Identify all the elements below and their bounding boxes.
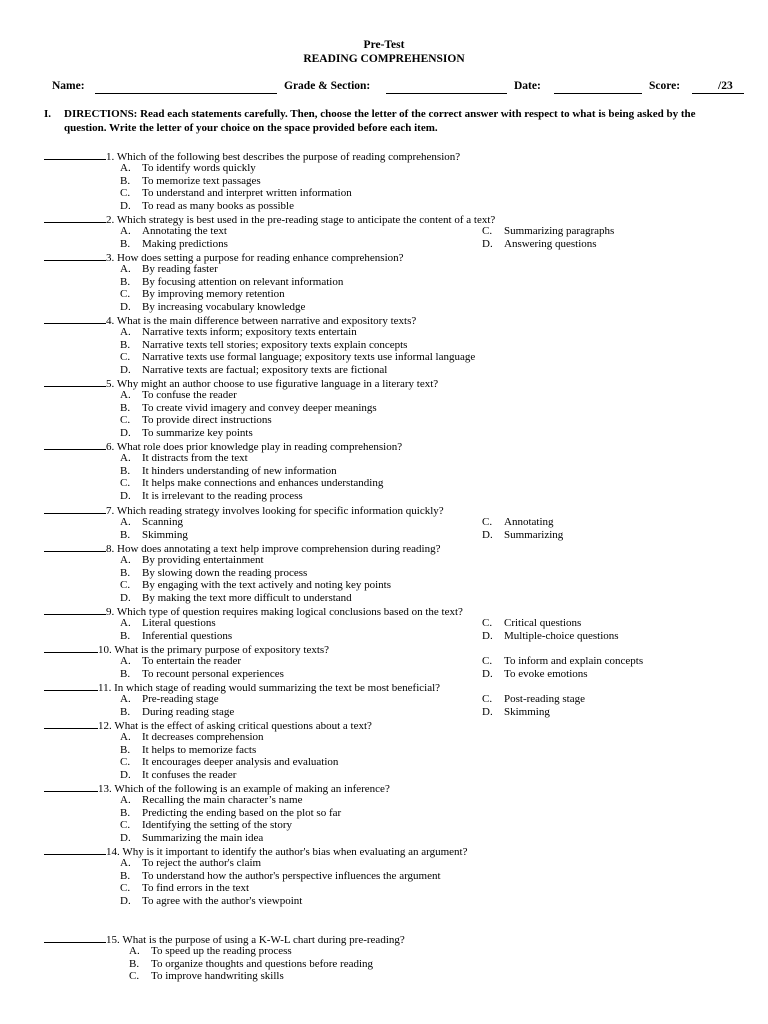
answer-option [120,617,216,630]
option-text: To organize thoughts and questions before reading [151,957,374,970]
answer-blank[interactable] [44,604,106,615]
answer-option [129,945,292,958]
option-text: Multiple-choice questions [504,629,619,642]
answer-option [120,756,338,769]
option-letter: A. [120,162,131,174]
answer-option [120,263,218,276]
date-field[interactable] [554,93,642,94]
option-letter: B. [120,629,131,642]
option-text: To understand how the author's perspective influences the argument [142,869,441,882]
answer-option [120,200,294,213]
answer-option [120,832,263,845]
answer-option [120,769,236,782]
question-text: What is the main difference between narrative and expository texts? [116,315,417,327]
option-text: It decreases comprehension [142,731,264,743]
answer-option [120,187,352,200]
option-text: Narrative texts use formal language; expository texts use informal language [142,351,476,364]
page-title: Pre-Test [363,39,405,51]
answer-blank[interactable] [44,541,106,552]
option-letter: D. [482,528,493,541]
option-text: Annotating the text [142,225,227,237]
answer-option [120,465,337,478]
option-text: Narrative texts tell stories; expository texts explain concepts [142,338,408,351]
answer-blank[interactable] [44,149,106,160]
question-number: 10. [98,644,115,656]
answer-option [120,427,253,440]
question-text: Which strategy is best used in the pre-reading stage to anticipate the content of a text? [116,214,496,226]
question-text: What is the primary purpose of expository texts? [114,644,330,656]
question-line [44,250,404,263]
answer-blank[interactable] [44,212,106,223]
question-number: 3. [106,252,117,264]
option-letter: A. [120,225,131,237]
option-letter: A. [120,326,131,338]
option-letter: A. [120,554,131,566]
question-text: Why might an author choose to use figurative language in a literary text? [116,378,439,390]
section-number: I. [44,108,52,120]
option-letter: D. [120,363,131,376]
option-letter: C. [482,655,493,667]
option-letter: B. [120,566,131,579]
answer-option [482,693,585,706]
question-line [44,718,372,731]
option-text: Skimming [504,705,550,718]
option-letter: A. [120,452,131,464]
answer-option [120,592,352,605]
answer-option [482,668,588,681]
option-text: To find errors in the text [142,882,250,895]
option-text: It is irrelevant to the reading process [142,489,303,502]
option-text: To summarize key points [142,426,253,439]
option-letter: C. [482,225,493,237]
question-number: 6. [106,441,117,453]
answer-blank[interactable] [44,503,106,514]
question-number: 14. [106,846,123,858]
option-letter: C. [120,288,131,301]
answer-option [120,364,387,377]
question-line [44,604,463,617]
option-text: To agree with the author's viewpoint [142,894,303,907]
option-letter: C. [482,693,493,705]
question-line [44,376,438,389]
option-text: Critical questions [504,617,582,629]
answer-blank[interactable] [44,376,106,387]
answer-option [120,895,302,908]
question-text: What is the purpose of using a K-W-L chart during pre-reading? [122,934,405,946]
option-text: Answering questions [504,237,597,250]
option-letter: A. [129,945,140,957]
option-text: It confuses the reader [142,768,237,781]
grade-section-field[interactable] [386,93,507,94]
option-text: Making predictions [142,237,228,250]
option-letter: C. [120,819,131,832]
option-text: By improving memory retention [142,288,285,301]
option-letter: B. [120,338,131,351]
question-line [44,642,329,655]
option-text: To recount personal experiences [142,667,284,680]
answer-option [120,288,285,301]
option-text: Skimming [142,528,188,541]
answer-option [120,225,227,238]
answer-option [120,389,237,402]
option-text: By making the text more difficult to understand [142,591,352,604]
answer-option [120,706,234,719]
answer-option [120,857,261,870]
option-text: To identify words quickly [142,162,256,174]
option-text: Identifying the setting of the story [142,819,292,832]
answer-option [120,477,383,490]
question-text: Which of the following best describes the purpose of reading comprehension? [116,151,461,163]
question-number: 7. [106,505,117,517]
option-text: It encourages deeper analysis and evaluation [142,756,339,769]
question-line [44,541,441,554]
option-text: Summarizing [504,528,564,541]
option-letter: C. [120,882,131,895]
option-text: By reading faster [142,263,218,275]
answer-option [120,238,228,251]
option-letter: C. [129,970,140,983]
question-line [44,781,390,794]
answer-blank[interactable] [44,680,98,691]
answer-option [482,617,581,630]
option-letter: A. [120,655,131,667]
option-text: By increasing vocabulary knowledge [142,300,306,313]
answer-option [120,744,256,757]
answer-option [120,655,241,668]
option-text: To memorize text passages [142,174,261,187]
question-line [44,313,416,326]
name-label: Name: [52,80,85,92]
question-line [44,844,467,857]
option-letter: D. [120,591,131,604]
question-text: Which reading strategy involves looking for specific information quickly? [116,505,444,517]
option-text: During reading stage [142,705,235,718]
option-text: Summarizing the main idea [142,831,264,844]
directions-text: DIRECTIONS: Read each statements carefully. Then, choose the letter of the correct answer with respect to what is being asked by the question. Write the letter of your choice on the space provided before each item. [64,108,696,134]
question-line [44,149,460,162]
answer-option [482,655,643,668]
option-text: To provide direct instructions [142,414,272,427]
option-text: Pre-reading stage [142,693,219,705]
question-text: In which stage of reading would summarizing the text be most beneficial? [114,682,441,694]
option-letter: D. [482,629,493,642]
option-text: Predicting the ending based on the plot so far [142,806,342,819]
answer-blank[interactable] [44,642,98,653]
question-number: 13. [98,783,115,795]
question-number: 15. [106,934,123,946]
option-letter: D. [482,237,493,250]
option-letter: C. [120,579,131,592]
grade-section-label: Grade & Section: [284,80,371,92]
answer-option [120,175,261,188]
option-letter: B. [120,705,131,718]
option-text: To reject the author's claim [142,857,262,869]
option-text: By engaging with the text actively and noting key points [142,579,391,592]
answer-option [129,970,284,983]
answer-option [120,668,284,681]
option-letter: B. [120,667,131,680]
option-letter: D. [120,300,131,313]
answer-option [120,870,441,883]
question-text: Why is it important to identify the author's bias when evaluating an argument? [122,846,468,858]
question-text: What role does prior knowledge play in reading comprehension? [116,441,403,453]
score-field[interactable] [692,93,744,94]
option-text: To inform and explain concepts [504,655,644,667]
question-number: 9. [106,606,117,618]
option-text: It distracts from the text [142,452,248,464]
option-letter: C. [120,414,131,427]
option-letter: A. [120,857,131,869]
answer-option [120,516,183,529]
option-letter: B. [120,743,131,756]
answer-option [120,276,343,289]
answer-option [120,490,303,503]
answer-option [120,351,475,364]
option-text: Summarizing paragraphs [504,225,615,237]
option-text: Inferential questions [142,629,233,642]
answer-blank[interactable] [44,250,106,261]
question-text: How does setting a purpose for reading enhance comprehension? [117,252,404,264]
answer-option [482,529,563,542]
question-number: 1. [106,151,117,163]
answer-blank[interactable] [44,313,106,324]
answer-option [120,326,357,339]
option-text: Annotating [504,516,554,528]
answer-option [120,301,305,314]
answer-blank[interactable] [44,439,106,450]
score-label: Score: [649,80,681,92]
answer-option [120,693,219,706]
answer-option [482,630,619,643]
option-text: By focusing attention on relevant information [142,275,344,288]
answer-option [482,238,597,251]
question-number: 11. [98,682,115,694]
question-text: Which of the following is an example of making an inference? [114,783,390,795]
option-letter: B. [129,957,140,970]
option-text: To speed up the reading process [151,945,292,957]
option-text: It helps to memorize facts [142,743,257,756]
answer-blank[interactable] [44,718,98,729]
option-text: To create vivid imagery and convey deeper meanings [142,401,377,414]
answer-option [482,516,554,529]
option-text: Narrative texts are factual; expository texts are fictional [142,363,388,376]
question-number: 8. [106,543,117,555]
option-text: To evoke emotions [504,667,588,680]
answer-blank[interactable] [44,932,106,943]
answer-option [120,630,232,643]
option-letter: C. [120,756,131,769]
question-line [44,932,405,945]
option-letter: D. [120,768,131,781]
answer-option [129,958,373,971]
answer-blank[interactable] [44,844,106,855]
option-text: By providing entertainment [142,554,264,566]
student-info-fields [0,80,768,96]
answer-option [120,402,377,415]
answer-option [120,882,249,895]
option-text: To understand and interpret written information [142,187,352,200]
question-text: What is the effect of asking critical questions about a text? [114,720,372,732]
option-text: To improve handwriting skills [151,970,284,983]
question-text: Which type of question requires making logical conclusions based on the text? [116,606,463,618]
answer-option [120,567,307,580]
option-text: Scanning [142,516,183,528]
name-field[interactable] [95,93,277,94]
option-letter: B. [120,806,131,819]
option-text: To entertain the reader [142,655,242,667]
option-text: Narrative texts inform; expository texts entertain [142,326,357,338]
answer-option [120,414,272,427]
answer-option [120,731,264,744]
option-text: To read as many books as possible [142,199,294,212]
question-number: 12. [98,720,115,732]
option-letter: A. [120,263,131,275]
question-text: How does annotating a text help improve comprehension during reading? [117,543,441,555]
option-letter: A. [120,516,131,528]
answer-option [120,162,256,175]
option-letter: C. [120,477,131,490]
option-letter: D. [482,667,493,680]
option-letter: D. [482,705,493,718]
option-letter: B. [120,464,131,477]
option-letter: C. [482,516,493,528]
answer-option [120,794,302,807]
option-letter: B. [120,275,131,288]
score-total: /23 [718,80,733,92]
question-line [44,439,402,452]
option-letter: D. [120,489,131,502]
page-subtitle: READING COMPREHENSION [303,53,465,65]
answer-blank[interactable] [44,781,98,792]
option-letter: C. [120,187,131,200]
answer-option [120,807,341,820]
question-line [44,212,495,225]
question-number: 4. [106,315,117,327]
question-number: 5. [106,378,117,390]
answer-option [120,579,391,592]
answer-option [120,819,292,832]
option-letter: B. [120,869,131,882]
answer-option [482,225,614,238]
option-letter: D. [120,831,131,844]
option-letter: B. [120,528,131,541]
option-letter: A. [120,731,131,743]
option-letter: C. [482,617,493,629]
answer-option [120,554,264,567]
option-letter: A. [120,617,131,629]
question-number: 2. [106,214,117,226]
option-text: Recalling the main character’s name [142,794,303,806]
date-label: Date: [514,80,541,92]
option-text: It hinders understanding of new information [142,464,337,477]
option-letter: A. [120,389,131,401]
option-letter: C. [120,351,131,364]
option-text: It helps make connections and enhances understanding [142,477,384,490]
option-letter: D. [120,426,131,439]
question-line [44,680,440,693]
option-text: By slowing down the reading process [142,566,308,579]
option-text: Literal questions [142,617,216,629]
option-letter: D. [120,199,131,212]
option-letter: B. [120,174,131,187]
answer-option [482,706,550,719]
option-letter: D. [120,894,131,907]
answer-option [120,529,188,542]
option-letter: B. [120,237,131,250]
answer-option [120,452,248,465]
option-letter: A. [120,794,131,806]
option-letter: A. [120,693,131,705]
answer-option [120,339,407,352]
option-letter: B. [120,401,131,414]
option-text: Post-reading stage [504,693,585,705]
option-text: To confuse the reader [142,389,237,401]
question-line [44,503,444,516]
